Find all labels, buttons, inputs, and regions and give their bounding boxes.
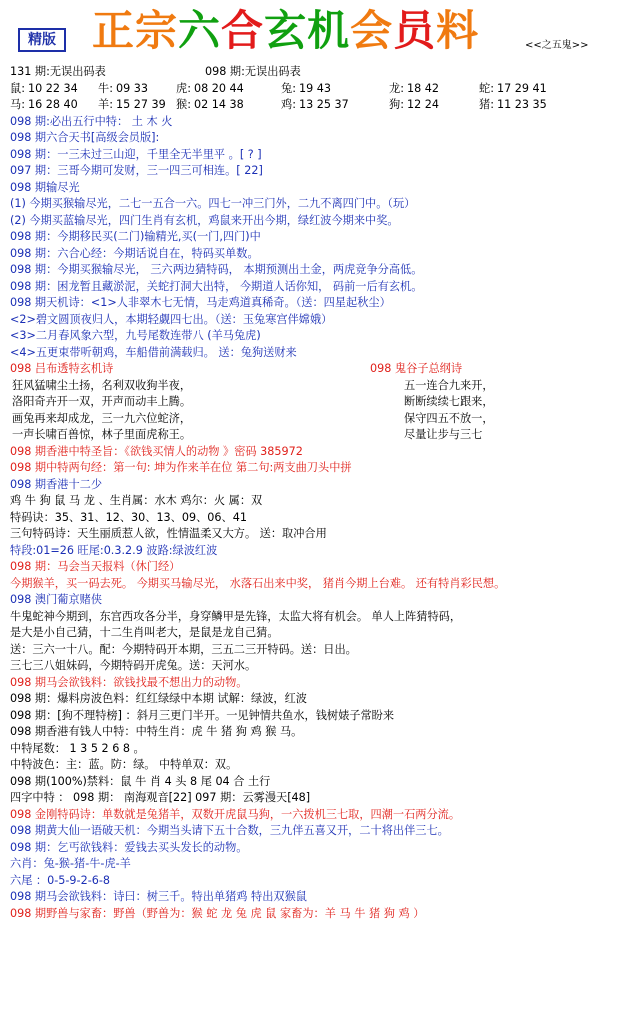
text-line: 098 期输尽光: [10, 180, 80, 194]
title-char: 员: [393, 6, 437, 55]
text-line: 鸡 牛 狗 鼠 马 龙 、生肖属：水木 鸡尔：火 属：双: [10, 494, 263, 507]
zodiac-numbers: 16 28 40: [27, 98, 78, 111]
zodiac-numbers: 09 33: [115, 81, 148, 95]
title-char: 玄: [264, 6, 308, 55]
zodiac-row-2: [10, 97, 625, 114]
text-line: 四字中特 ： 098 期： 南海观音[22] 097 期：云雾漫天[48]: [10, 791, 311, 804]
text-line: 098 期：爆料房波色料：红红绿绿中本期 试解：绿波，红波: [10, 692, 307, 705]
text-line: (1) 今期买猴输尽光，二七一五合一六。四七一冲三门外，二九不离四门中。（玩）: [10, 197, 416, 210]
text-line: 098 期：乞丐欲钱料：爱钱去买头发长的动物。: [10, 840, 248, 854]
edition-badge: 精版: [18, 28, 66, 52]
text-line: 098 期马会欲钱料：诗曰：树三千。特出单猪鸡 特出双猴鼠: [10, 890, 307, 903]
text-block-2: [10, 444, 625, 923]
text-line: 098 期：马会当天报料（休门经）: [10, 560, 181, 573]
title-char: 合: [221, 6, 265, 55]
title-char: 正: [92, 6, 136, 55]
text-line: 098 金刚特码诗：单数就是兔猪羊，双数开虎鼠马狗，一六拨机三七取，四潮一石两分流。: [10, 807, 461, 821]
text-line: 098 期:必出五行中特： 土 木 火: [10, 114, 173, 128]
zodiac-numbers: 19 43: [298, 81, 331, 95]
zodiac-cell: [479, 97, 579, 114]
zodiac-cell: [10, 81, 98, 98]
text-line: 098 期马会欲钱料：欲钱找最不想出力的动物。: [10, 675, 248, 689]
zodiac-cell: [281, 81, 389, 98]
text-line: 098 期(100%)禁料：鼠 牛 肖 4 头 8 尾 04 合 土行: [10, 774, 271, 788]
poem-left-title: 098 吕布透特玄机诗: [10, 362, 114, 375]
zodiac-sign: 狗:: [389, 98, 404, 111]
zodiac-numbers: 10 22 34: [27, 81, 78, 95]
text-line: 098 期香港中特圣旨：《欲钱买情人的动物 》密码 385972: [10, 444, 303, 458]
zodiac-numbers: 02 14 38: [193, 98, 244, 111]
zodiac-cell: [10, 97, 98, 114]
text-line: 送：三六一十八。配：今期特码开本期，三五二三开特码。送：日出。: [10, 642, 357, 656]
text-line: 098 期天机诗：<1>人非翠木七无情，马走鸡道真稀奇。（送：四星起秋尘）: [10, 296, 391, 309]
poem-left-line: 一声长啸百兽惊，林子里面虎称王。: [12, 428, 192, 441]
zodiac-cell: [98, 81, 176, 98]
text-line: 098 期六合天书[高级会员版]:: [10, 131, 160, 144]
text-line: <4>五更束带听朝鸡，车船借前满载归。 送：兔狗送财来: [10, 345, 297, 359]
text-line: 097 期：三哥今期可发财，三一四三可相连。[ 22]: [10, 164, 263, 177]
title-char: 机: [307, 6, 351, 55]
zodiac-cell: [176, 97, 281, 114]
text-line: 098 期：一三未过三山迎，千里全无半里平 。[ ? ]: [10, 147, 262, 161]
poem-row: [10, 427, 625, 444]
zodiac-sign: 龙:: [389, 81, 404, 95]
zodiac-sign: 鼠:: [10, 81, 25, 95]
zodiac-numbers: 12 24: [406, 98, 439, 111]
title-char: 六: [178, 6, 222, 55]
text-line: 098 期中特两句经：第一句: 坤为作来羊在位 第二句:两支曲刀头中拼: [10, 461, 352, 474]
text-line: 098 期：困龙暂且藏淤泥，关蛇打洞大出特， 今期道人话你知， 码前一后有玄机。: [10, 279, 423, 293]
text-line: 098 期黄大仙一语破天机：今期当头请下五十合数，三九伴五喜又开，二十将出伴三七。: [10, 824, 449, 837]
poem-right-title: 098 鬼谷子总纲诗: [370, 362, 463, 375]
zodiac-sign: 蛇:: [479, 81, 494, 95]
title-char: 料: [436, 6, 480, 55]
poem-left-line: 狂风猛啸尘土扬，名利双收狗半夜，: [12, 378, 192, 392]
text-line: 098 期：今期移民买(二门)输精光,买(一门,四门)中: [10, 230, 261, 243]
poem-rows: [10, 378, 625, 444]
text-line: 牛鬼蛇神今期到，东宫西攻各分半，身穿鳞甲是先锋，太监大将有机会。 单人上阵猜特码，: [10, 609, 462, 623]
zodiac-sign: 牛:: [98, 81, 113, 95]
poem-left-line: 画兔再来却成龙，三一九六位蛇济，: [12, 411, 192, 425]
text-line: 三句特码诗：天生丽质惹人欲，性情温柔又大方。 送：取冲合用: [10, 527, 327, 540]
text-line: 098 期：[狗不理特榜] ：斜月三更门半开。一见钟情共鱼水，钱树婊子常盼来: [10, 708, 395, 722]
zodiac-numbers: 08 20 44: [193, 81, 244, 95]
text-line: 六肖：兔-猴-猪-牛-虎-羊: [10, 857, 131, 870]
zodiac-numbers: 18 42: [406, 81, 439, 95]
zodiac-sign: 马:: [10, 98, 25, 111]
zodiac-cell: [479, 81, 579, 98]
zodiac-row-1: [10, 81, 625, 98]
text-line: 三七三八姐妹码，今期特码开虎兔。送：天河水。: [10, 659, 257, 672]
poem-right-line: 五一连合九来开，: [404, 378, 494, 392]
text-line: 098 期：今期买猴输尽光， 三六两边猜特码， 本期预测出土金，两虎竞争分高低。: [10, 263, 423, 276]
poem-right-line: 断断续续七跟来，: [404, 395, 494, 408]
zodiac-sign: 猴:: [176, 98, 191, 111]
zodiac-cell: [389, 97, 479, 114]
zodiac-numbers: 11 23 35: [496, 98, 547, 111]
poem-row: [10, 394, 625, 411]
text-block-1: [10, 114, 625, 362]
text-line: 中特尾数： 1 3 5 2 6 8 。: [10, 741, 145, 755]
page-subtitle: <<之五鬼>>: [525, 40, 589, 51]
page-title: [92, 4, 479, 58]
text-line: 098 期香港十二少: [10, 477, 103, 491]
content: [10, 64, 625, 922]
text-line: 是大是小自己猜，十二生肖叫老大，是鼠是龙自己猜。: [10, 626, 279, 639]
zodiac-cell: [281, 97, 389, 114]
text-line: 098 期野兽与家畜：野兽（野兽为：猴 蛇 龙 兔 虎 鼠 家畜为：羊 马 牛 猪 狗 鸡 ）: [10, 906, 425, 920]
zodiac-sign: 羊:: [98, 98, 113, 111]
poem-row: [10, 378, 625, 395]
zodiac-sign: 猪:: [479, 98, 494, 111]
text-line: 特码诀：35、31、12、30、13、09、06、41: [10, 510, 247, 524]
text-line: 098 期：六合心经：今期话说自在，特码买单数。: [10, 246, 259, 260]
text-line: 特段:01=26 旺尾:0.3.2.9 波路:绿波红波: [10, 543, 218, 557]
zodiac-sign: 鸡:: [281, 98, 296, 111]
zodiac-cell: [98, 97, 176, 114]
text-line: 098 期香港有钱人中特：中特生肖：虎 牛 猪 狗 鸡 猴 马。: [10, 725, 303, 738]
zodiac-title-left: 131 期:无误出码表: [10, 65, 106, 78]
zodiac-numbers: 17 29 41: [496, 81, 547, 95]
text-line: 六尾 ：0-5-9-2-6-8: [10, 873, 111, 887]
text-line: 今期猴羊，买一码去死。 今期买马输尽光， 水落石出来中奖， 猪肖今期上台难。 还有特肖彩民想。: [10, 576, 506, 590]
zodiac-numbers: 13 25 37: [298, 98, 349, 111]
poem-right-line: 保守四五不放一，: [404, 411, 494, 425]
zodiac-table-title: [10, 64, 625, 81]
poem-left-line: 洛阳奇卉开一双，开声而动丰上腾。: [12, 395, 192, 408]
zodiac-cell: [389, 81, 479, 98]
zodiac-numbers: 15 27 39: [115, 98, 166, 111]
poem-titles: [10, 361, 625, 378]
text-line: 098 澳门葡京赌侠: [10, 593, 103, 606]
text-line: <3>二月春风象六型，九号尾数连带八 (羊马兔虎): [10, 329, 261, 342]
zodiac-sign: 虎:: [176, 81, 191, 95]
title-char: 宗: [135, 6, 179, 55]
zodiac-sign: 兔:: [281, 81, 296, 95]
zodiac-cell: [176, 81, 281, 98]
text-line: <2>碧文圆顶夜归人，本期轻觑四七出。（送：玉兔寒宫伴嫦娥）: [10, 312, 333, 326]
text-line: (2) 今期买蓝输尽光，四门生肖有玄机，鸡鼠来开出今期，绿红波今期来中奖。: [10, 213, 399, 227]
text-line: 中特波色：主：蓝。防：绿。 中特单双：双。: [10, 758, 238, 771]
title-char: 会: [350, 6, 394, 55]
poem-row: [10, 411, 625, 428]
poem-right-line: 尽量让步与三七: [404, 428, 483, 441]
zodiac-title-right: 098 期:无误出码表: [205, 65, 301, 78]
